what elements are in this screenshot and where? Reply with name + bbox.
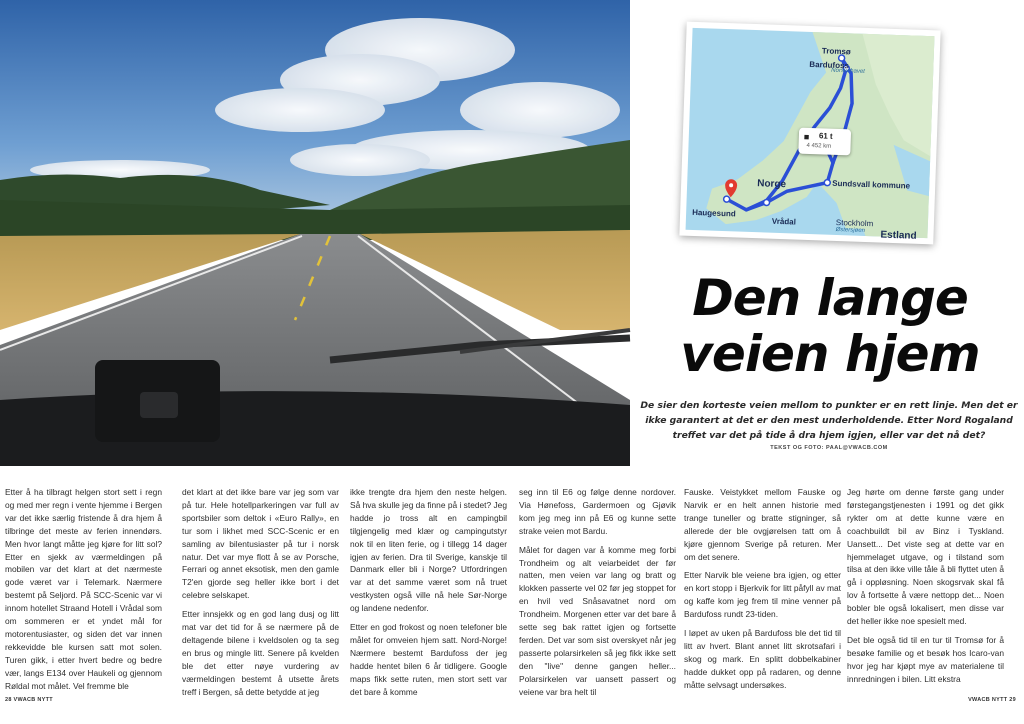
paragraph: Etter en god frokost og noen telefoner ble målet for omveien hjem satt. Nord-Norge! Nærmere bestemt Bardufoss der jeg hadde hentet bilen 6 år tidligere. Google maps fikk sette ruten, men stort sett var det bare å komme: [350, 622, 507, 697]
body-column-4: [519, 486, 676, 697]
paragraph: seg inn til E6 og følge denne nordover. Via Hønefoss, Gardermoen og Gjøvik kom jeg meg inn på E6 og kunne sette strake veien mot Bardu.: [519, 487, 676, 536]
title-line-2: veien hjem: [680, 325, 980, 383]
route-summary-chip: [798, 128, 851, 156]
paragraph: Fauske. Veistykket mellom Fauske og Narvik er en helt annen historie med trange tuneller og bratte stigninger, så allerede der ble ovgjørelsen tatt om å kjøre gjennom Sverige på returen. Mer om det senere.: [684, 487, 841, 562]
map-label-vradal: Vrådal: [771, 216, 797, 227]
article-lead: De sier den korteste veien mellom to punkter er en rett linje. Men det er ikke garantert at det er den mest underholdende. Etter Nord Rogaland treffet var det på tide å dra hjem igjen, eller var det nå det?: [640, 400, 1018, 441]
article-title: [650, 270, 1010, 382]
map-label-sea-south: Østersjøen: [835, 226, 866, 234]
route-time: 61 t: [818, 131, 833, 141]
page-number-right: 29: [1009, 697, 1016, 703]
page-number-left: 28: [5, 697, 12, 703]
body-column-3: [350, 486, 507, 697]
folio-right: [968, 697, 1016, 703]
map-label-tromso: Tromsø: [821, 46, 851, 57]
map-label-sundsvall: Sundsvall kommune: [832, 178, 911, 191]
paragraph: Etter innsjekk og en god lang dusj og litt mat var det tid for å se nærmere på de deltagende bilene i kveldsolen og ta seg en brus og mingle litt. Senere på kvelden ble det etter nøye vurdering av værmeldingen bestemt å utsette årets treff i Bergen, så dette betydde at jeg: [182, 609, 339, 697]
body-column-1: [5, 486, 162, 691]
route-map: [686, 28, 935, 242]
body-column-6: [847, 486, 1004, 686]
map-label-stockholm: Stockholm: [835, 217, 874, 229]
car-icon: ■: [803, 131, 810, 142]
map-label-sea-north: Norskehavet: [831, 67, 865, 75]
road-photo-illustration: [0, 0, 630, 466]
map-label-haugesund: Haugesund: [691, 207, 736, 219]
paragraph: Jeg hørte om denne første gang under førstegangstjenesten i 1991 og det gikk rykter om at dette kunne være en coachbuildt bil av Binz i Tyskland. Uansett... Det viste seg at dette var en hjemmelaget utgave, og i tilstand som tilsa at den ikke ville tåle å bli flyttet uten å gå i oppløsning. Noen skogsrvak skal få lov å fortsette å være nettopp det... Noen bobler ble også lokalisert, men disse var det heller ikke noe spesielt med.: [847, 487, 1004, 627]
paragraph: Det ble også tid til en tur til Tromsø for å besøke familie og et besøk hos Icaro-van hvor jeg har kjøpt mye av materialene til innredningen i bilen. Litt ekstra: [847, 634, 1004, 684]
paragraph: det klart at det ikke bare var jeg som var på tur. Hele hotellparkeringen var full av sportsbiler som deltok i «Euro Rally», en tur som i likhet med SCC-Scenic er en samling av bilentusiaster på tur i norsk natur. Det var mye flott å se av Porsche, Ferrari og annet eksotisk, men den gamle T2'en gjorde seg heller ikke bort i det celebre selskapet.: [182, 487, 339, 601]
paragraph: Etter Narvik ble veiene bra igjen, og etter en kort stopp i Bjerkvik for litt påfyll av mat og kaffe kom jeg frem til mine venner på Bardufoss rundt 23-tiden.: [684, 570, 841, 620]
road-photo: [0, 0, 630, 466]
body-column-2: [182, 486, 339, 697]
paragraph: Etter å ha tilbragt helgen stort sett i regn og med mer regn i vente hjemme i Bergen var det ikke særlig fristende å dra hjem å tilbringe det meste av ferien innendørs. Men hvor langt måtte jeg kjøre for litt sol? Etter en sjekk av værmeldingen på mobilen var det klart at det nærmeste gode været var i Telemark. Nærmere bestemt på Seljord. På SCC-Scenic var vi innom hotellet Straand Hotell i Vrådal som om sommeren er et yndet mål for motorentusiaster, og siden det var innen rekkevidde ble kursen satt mot solen. Turen gikk, i etter hvert bedre og bedre vær, langs E134 over Haukeli og gjennom Røldal mot målet. Vel fremme ble: [5, 487, 162, 691]
paragraph: ikke trengte dra hjem den neste helgen. Så hva skulle jeg da finne på i stedet? Jeg hadde jo tross alt en campingbil tilgjengelig med klær og campingutstyr nok til en liten ferie, og i tillegg 14 dager igjen av ferien. Dra til Sverige, kanskje til Danmark eller bli i Norge? Utfordringen var at det samme været som nå truet vestkysten også ville nå hele Sør-Norge og landene nedenfor.: [350, 487, 507, 614]
map-label-bardufoss: Bardufoss: [809, 59, 850, 71]
route-distance: 4 452 km: [806, 142, 832, 150]
paragraph: Målet for dagen var å komme meg forbi Trondheim og alt veiarbeidet der før natten, men veien var lang og bratt og klokken passerte vel 02 før jeg stoppet for en hvil ved Snåsavatnet nord om Trondheim. Morgenen etter var det bare å sette seg bak rattet igjen og fortsette ferden. Det var som sist overskyet når jeg passerte polarsirkelen så jeg fikk ikke sett den "live" denne gangen heller... Polarsirkelen var uansett passert og veiene var bra helt til: [519, 544, 676, 697]
paragraph: I løpet av uken på Bardufoss ble det tid til litt av hvert. Blant annet litt skrotsafari i skog og mark. En splitt dobbelkabiner hadde dukket opp på radaren, og denne måtte selvsagt undersøkes.: [684, 628, 841, 690]
body-column-5: [684, 486, 841, 690]
map-label-norge: Norge: [757, 178, 787, 191]
article-byline: TEKST OG FOTO: PAAL@VWACB.COM: [770, 445, 888, 451]
magazine-name-right: VWACB NYTT: [968, 697, 1008, 703]
route-map-card: [679, 22, 940, 245]
folio-left: [5, 697, 53, 703]
title-line-1: Den lange: [692, 269, 968, 327]
magazine-name-left: VWACB NYTT: [13, 697, 53, 703]
map-label-estland: Estland: [880, 229, 917, 242]
